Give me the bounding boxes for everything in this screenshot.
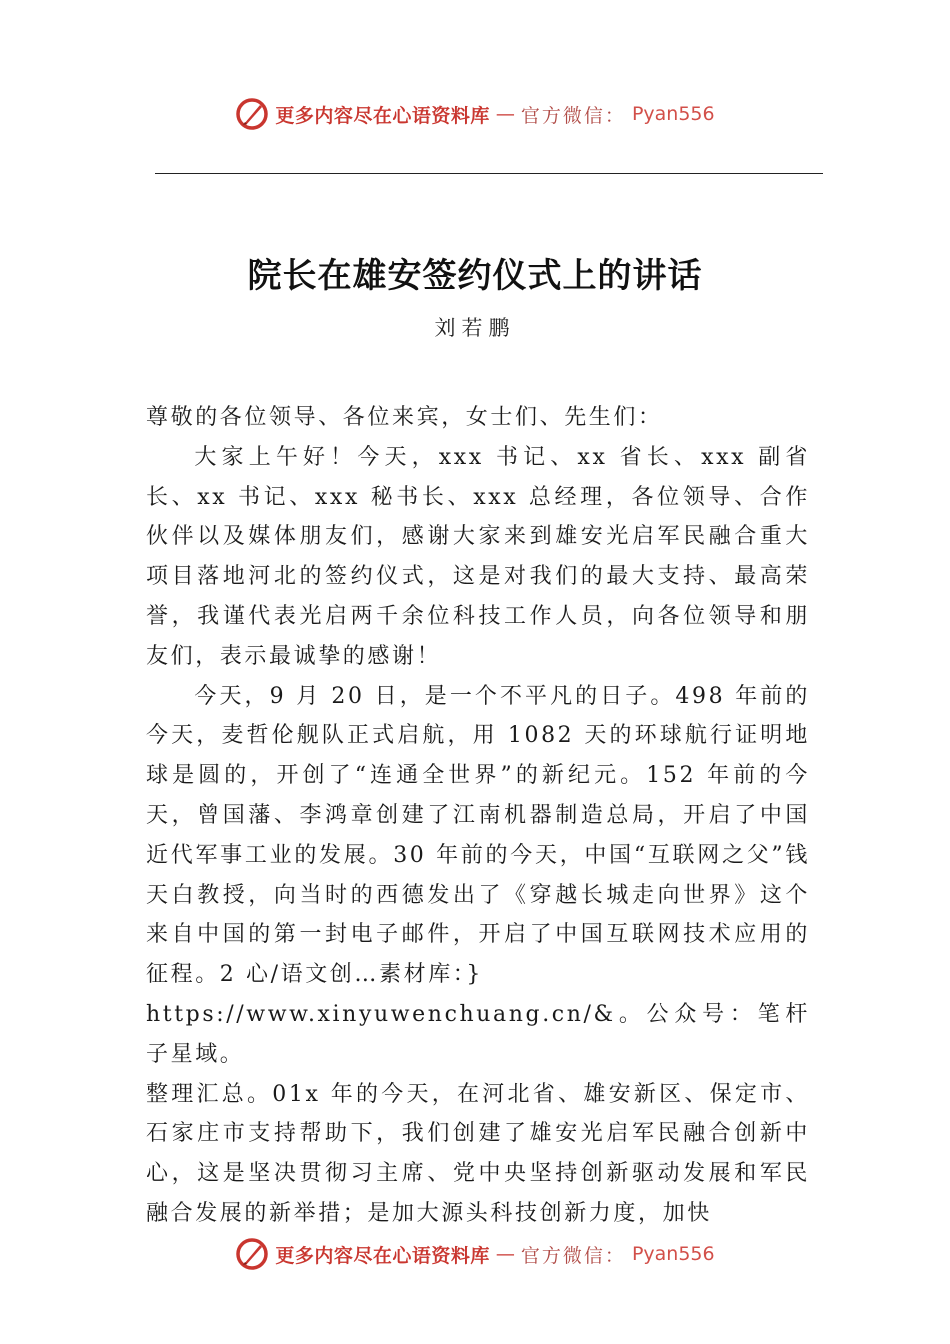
banner-dash: — [495, 1243, 515, 1265]
paragraph: 今天，9 月 20 日，是一个不平凡的日子。498 年前的今天，麦哲伦舰队正式启航，用 1082 天的环球航行证明地球是圆的，开创了“连通全世界”的新纪元。152 年前的今天，曾国藩、李鸿章创建了江南机器制造总局，开启了中国近代军事工业的发展。30 年前的今天，中国“互联网之父”钱天白教授，向当时的西德发出了《穿越长城走向世界》这个来自中国的第一封电子邮件，开启了中国互联网技术应用的征程。2 心/语文创…素材库：} [146, 683, 810, 988]
paragraph: 大家上午好！今天，xxx 书记、xx 省长、xxx 副省长、xx 书记、xxx 秘书长、xxx 总经理，各位领导、合作伙伴以及媒体朋友们，感谢大家来到雄安光启军民融合重大项目落地河北的签约仪式，这是对我们的最大支持、最高荣誉，我谨代表光启两千余位科技工作人员，向各位领导和朋友们，表示最诚挚的感谢！ [146, 444, 810, 669]
banner-label: 官方微信： [520, 104, 626, 127]
salutation: 尊敬的各位领导、各位来宾，女士们、先生们： [146, 405, 663, 430]
document-body [146, 398, 810, 1234]
banner-prefix: 更多内容尽在心语资料库 [275, 104, 490, 127]
url-line: https://www.xinyuwenchuang.cn/&。公众号：笔杆子星域。 [146, 1001, 810, 1067]
document-author: 刘若鹏 [434, 316, 516, 340]
document-title: 院长在雄安签约仪式上的讲话 [247, 256, 703, 296]
header-divider [155, 173, 823, 174]
banner-label: 官方微信： [520, 1244, 626, 1267]
paragraph: 整理汇总。01x 年的今天，在河北省、雄安新区、保定市、石家庄市支持帮助下，我们创建了雄安光启军民融合创新中心，这是坚决贯彻习主席、党中央坚持创新驱动发展和军民融合发展的新举措；是加大源头科技创新力度，加快 [146, 1081, 810, 1226]
banner-wechat-id: Pyan556 [631, 1243, 715, 1265]
quill-pen-logo-icon [235, 97, 269, 131]
footer-banner [0, 1234, 950, 1274]
header-banner [0, 94, 950, 134]
banner-wechat-id: Pyan556 [631, 103, 715, 125]
banner-dash: — [495, 103, 515, 125]
banner-prefix: 更多内容尽在心语资料库 [275, 1244, 490, 1267]
quill-pen-logo-icon [235, 1237, 269, 1271]
